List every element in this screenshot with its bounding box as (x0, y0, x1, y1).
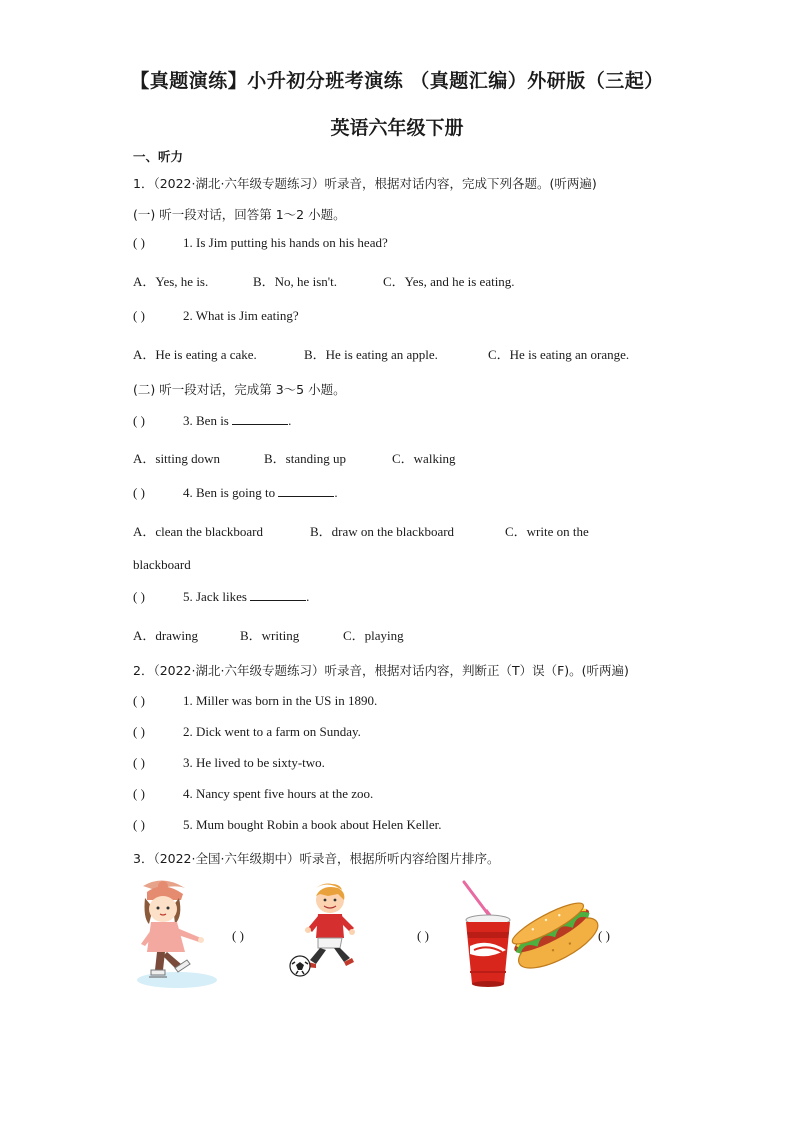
statement-text: 3. He lived to be sixty-two. (183, 755, 325, 770)
skating-girl-picture (133, 878, 225, 990)
question-stem: 5. Jack likes (183, 589, 247, 604)
question-1-prompt: 1．（2022·湖北·六年级专题练习）听录音，根据对话内容，完成下列各题。(听两遍) (133, 176, 597, 191)
question-2-item (133, 817, 442, 833)
answer-paren[interactable]: ( ) (133, 235, 145, 250)
option-b: B．draw on the blackboard (310, 524, 455, 539)
option-b: B．standing up (264, 451, 346, 466)
question-2-item (133, 724, 361, 740)
option-a: A．drawing (133, 628, 198, 643)
option-a: A．He is eating a cake. (133, 347, 257, 362)
picture-answer-paren-1[interactable]: ( ) (232, 928, 244, 943)
fill-blank[interactable] (232, 413, 288, 425)
answer-paren[interactable]: ( ) (133, 308, 145, 323)
answer-paren[interactable]: ( ) (133, 817, 145, 832)
option-a: A．sitting down (133, 451, 221, 466)
answer-paren[interactable]: ( ) (133, 724, 145, 739)
option-c: C．Yes, and he is eating. (383, 274, 515, 289)
statement-text: 5. Mum bought Robin a book about Helen Keller. (183, 817, 442, 832)
hot-dog-picture (508, 892, 600, 978)
option-b: B．He is eating an apple. (304, 347, 438, 362)
option-c: C．write on the (505, 524, 589, 539)
stem-punctuation: . (306, 589, 310, 604)
question-1-part2-intro: (二) 听一段对话，完成第 3～5 小题。 (133, 382, 346, 397)
option-b: B．writing (240, 628, 300, 643)
question-2-item (133, 693, 377, 709)
question-2-item (133, 786, 373, 802)
question-stem: 4. Ben is going to (183, 485, 276, 500)
question-1-part1-intro: (一) 听一段对话，回答第 1～2 小题。 (133, 207, 346, 222)
answer-paren[interactable]: ( ) (133, 755, 145, 770)
picture-answer-paren-2[interactable]: ( ) (417, 928, 429, 943)
statement-text: 1. Miller was born in the US in 1890. (183, 693, 378, 708)
question-2-prompt: 2．（2022·湖北·六年级专题练习）听录音，根据对话内容，判断正（T）误（F)。(听两遍) (133, 663, 629, 678)
answer-paren[interactable]: ( ) (133, 693, 145, 708)
stem-punctuation: . (288, 413, 292, 428)
option-c-wrap: blackboard (133, 557, 191, 572)
question-1-5 (133, 589, 309, 605)
option-c: C．walking (392, 451, 456, 466)
question-stem: 1. Is Jim putting his hands on his head? (183, 235, 388, 250)
fill-blank[interactable] (278, 485, 334, 497)
fill-blank[interactable] (250, 589, 306, 601)
question-1-2 (133, 308, 299, 324)
page-subtitle: 英语六年级下册 (330, 117, 464, 139)
answer-paren[interactable]: ( ) (133, 413, 145, 428)
option-b: B．No, he isn't. (253, 274, 337, 289)
answer-paren[interactable]: ( ) (133, 485, 145, 500)
statement-text: 2. Dick went to a farm on Sunday. (183, 724, 361, 739)
question-1-4 (133, 485, 338, 501)
question-stem: 2. What is Jim eating? (183, 308, 299, 323)
answer-paren[interactable]: ( ) (133, 786, 145, 801)
option-a: A．clean the blackboard (133, 524, 263, 539)
question-stem: 3. Ben is (183, 413, 229, 428)
question-1-3 (133, 413, 291, 429)
stem-punctuation: . (334, 485, 338, 500)
option-a: A．Yes, he is. (133, 274, 209, 289)
statement-text: 4. Nancy spent five hours at the zoo. (183, 786, 374, 801)
soccer-boy-picture (288, 882, 368, 978)
answer-paren[interactable]: ( ) (133, 589, 145, 604)
question-2-item (133, 755, 325, 771)
question-3-prompt: 3．（2022·全国·六年级期中）听录音，根据所听内容给图片排序。 (133, 851, 500, 866)
picture-answer-paren-3[interactable]: ( ) (598, 928, 610, 943)
option-c: C．playing (343, 628, 404, 643)
question-1-1 (133, 235, 388, 251)
option-c: C．He is eating an orange. (488, 347, 630, 362)
page-title: 【真题演练】小升初分班考演练 （真题汇编）外研版（三起） (130, 70, 664, 92)
section-heading: 一、听力 (133, 149, 184, 164)
